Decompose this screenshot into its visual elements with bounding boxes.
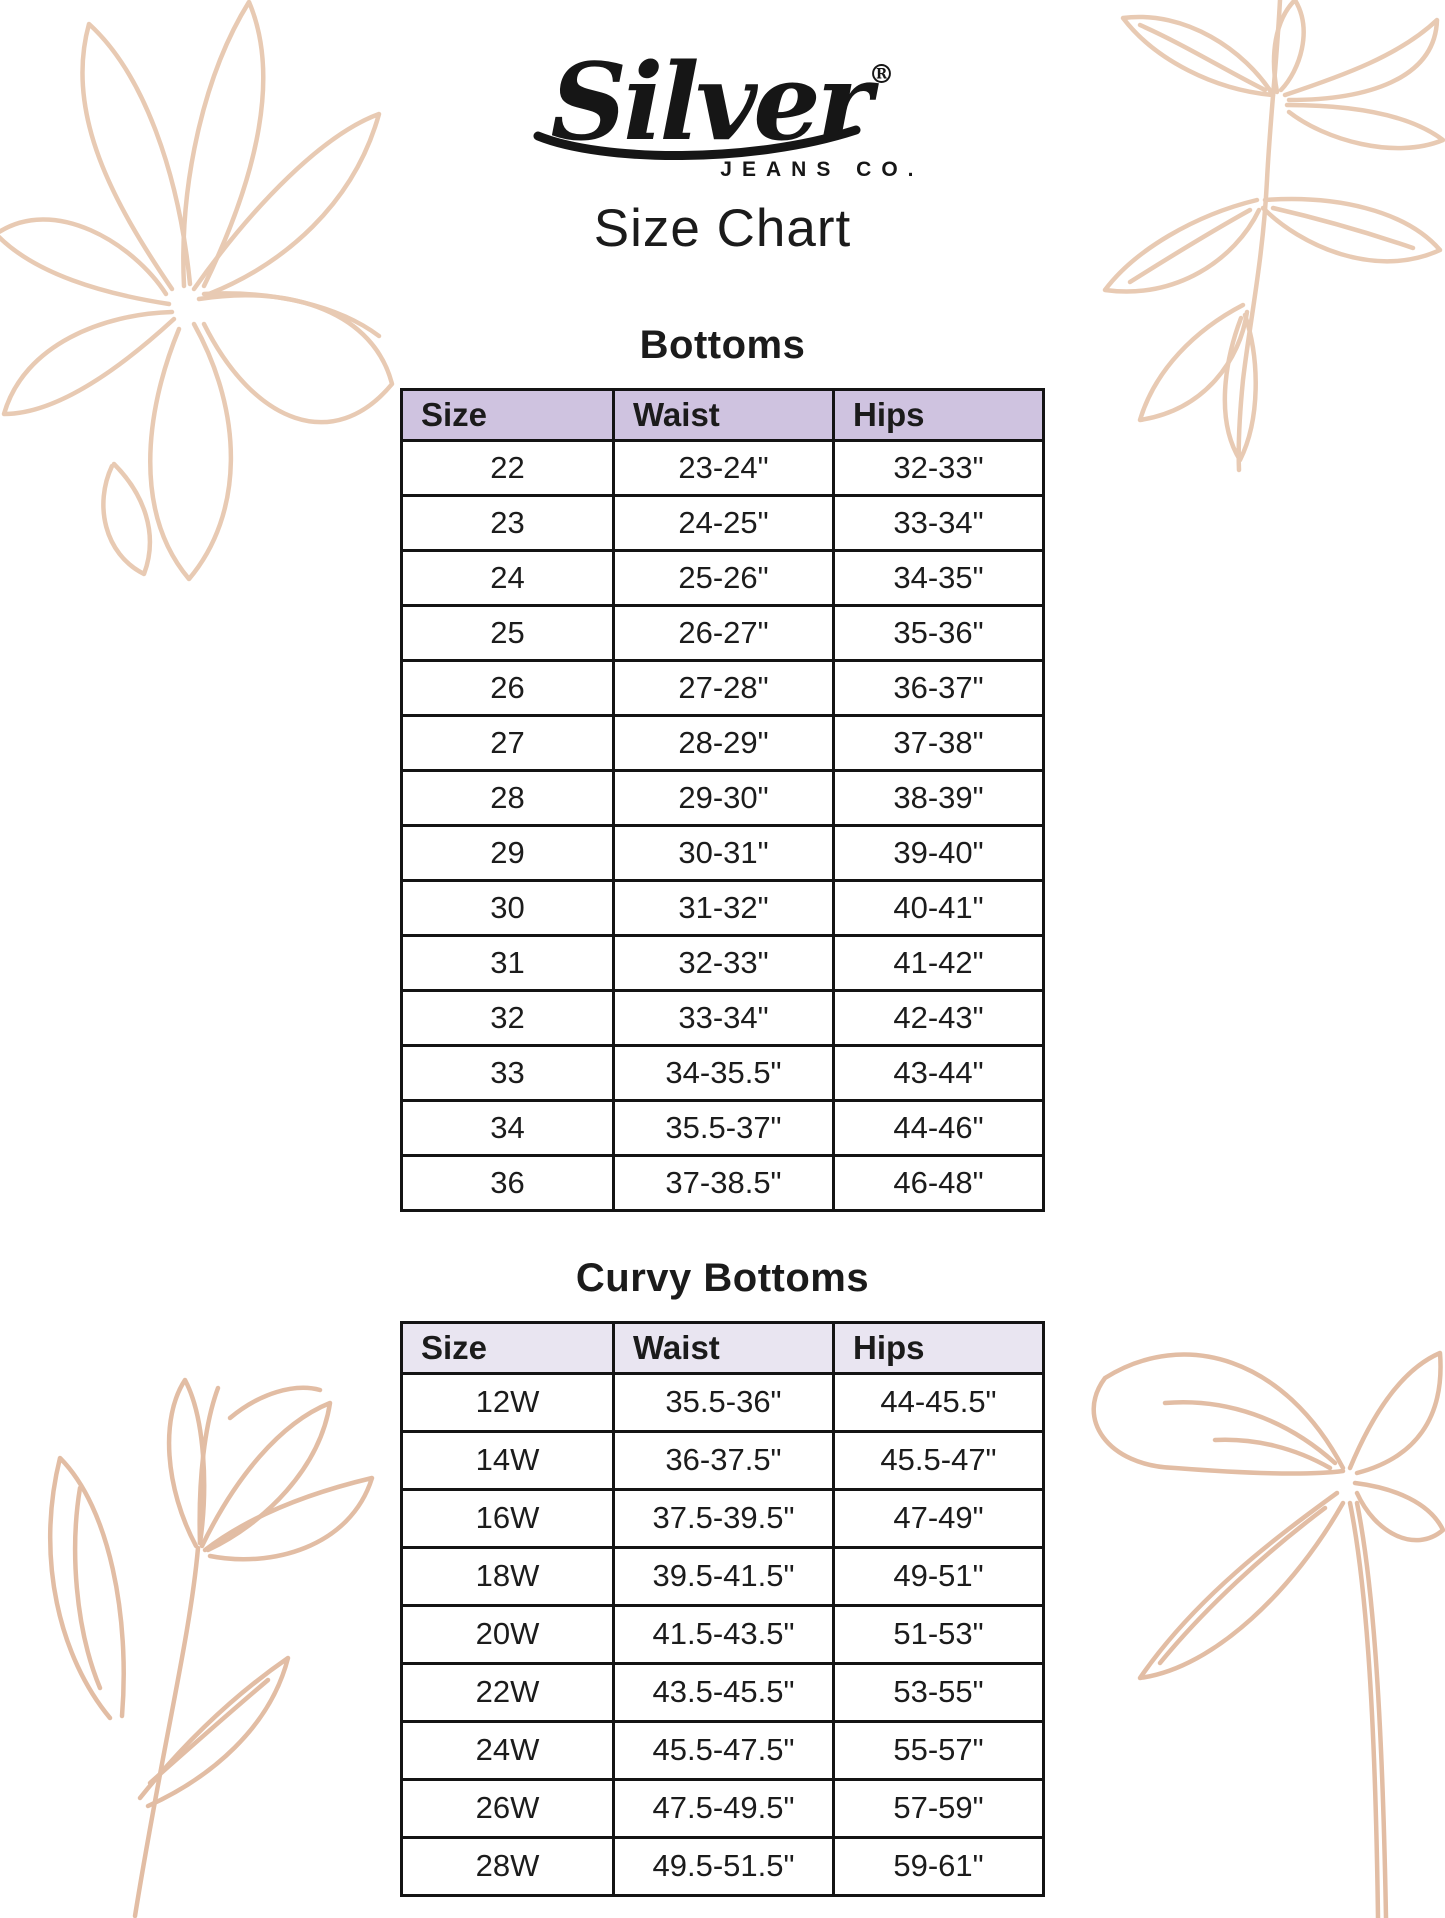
header-row — [402, 389, 1044, 440]
waist-cell: 25-26" — [614, 550, 834, 605]
waist-cell: 35.5-36" — [614, 1373, 834, 1431]
logo-subtext: JEANS CO. — [720, 157, 924, 181]
table-row — [402, 1779, 1044, 1837]
size-cell: 28W — [402, 1837, 614, 1895]
hips-cell: 55-57" — [834, 1721, 1044, 1779]
silver-jeans-logo — [508, 39, 938, 182]
table-row — [402, 1431, 1044, 1489]
column-header-hips: Hips — [834, 389, 1044, 440]
table-row — [402, 1663, 1044, 1721]
table-row — [402, 495, 1044, 550]
waist-cell: 29-30" — [614, 770, 834, 825]
hips-cell: 59-61" — [834, 1837, 1044, 1895]
size-cell: 16W — [402, 1489, 614, 1547]
table-row — [402, 935, 1044, 990]
table-row — [402, 1045, 1044, 1100]
size-cell: 20W — [402, 1605, 614, 1663]
header-row — [402, 1322, 1044, 1373]
table-row — [402, 1721, 1044, 1779]
column-header-size: Size — [402, 1322, 614, 1373]
column-header-hips: Hips — [834, 1322, 1044, 1373]
hips-cell: 38-39" — [834, 770, 1044, 825]
hips-cell: 33-34" — [834, 495, 1044, 550]
hips-cell: 36-37" — [834, 660, 1044, 715]
hips-cell: 45.5-47" — [834, 1431, 1044, 1489]
waist-cell: 47.5-49.5" — [614, 1779, 834, 1837]
size-cell: 14W — [402, 1431, 614, 1489]
hips-cell: 42-43" — [834, 990, 1044, 1045]
table-row — [402, 605, 1044, 660]
table-row — [402, 880, 1044, 935]
waist-cell: 31-32" — [614, 880, 834, 935]
waist-cell: 43.5-45.5" — [614, 1663, 834, 1721]
hips-cell: 57-59" — [834, 1779, 1044, 1837]
waist-cell: 32-33" — [614, 935, 834, 990]
size-cell: 25 — [402, 605, 614, 660]
size-cell: 24W — [402, 1721, 614, 1779]
size-cell: 28 — [402, 770, 614, 825]
table-row — [402, 550, 1044, 605]
size-cell: 34 — [402, 1100, 614, 1155]
curvy-bottoms-size-table — [400, 1321, 1045, 1897]
bottoms-heading: Bottoms — [639, 322, 806, 367]
waist-cell: 36-37.5" — [614, 1431, 834, 1489]
waist-cell: 35.5-37" — [614, 1100, 834, 1155]
waist-cell: 24-25" — [614, 495, 834, 550]
waist-cell: 45.5-47.5" — [614, 1721, 834, 1779]
hips-cell: 40-41" — [834, 880, 1044, 935]
size-cell: 31 — [402, 935, 614, 990]
column-header-waist: Waist — [614, 1322, 834, 1373]
table-row — [402, 770, 1044, 825]
bottoms-table-container — [0, 388, 1445, 1212]
curvy-bottoms-table-container — [0, 1321, 1445, 1897]
hips-cell: 46-48" — [834, 1155, 1044, 1210]
size-cell: 22 — [402, 440, 614, 495]
waist-cell: 30-31" — [614, 825, 834, 880]
table-row — [402, 715, 1044, 770]
curvy-bottoms-section — [0, 1256, 1445, 1897]
waist-cell: 28-29" — [614, 715, 834, 770]
hips-cell: 37-38" — [834, 715, 1044, 770]
bottoms-section — [0, 323, 1445, 1212]
waist-cell: 23-24" — [614, 440, 834, 495]
hips-cell: 43-44" — [834, 1045, 1044, 1100]
waist-cell: 27-28" — [614, 660, 834, 715]
table-row — [402, 440, 1044, 495]
hips-cell: 44-45.5" — [834, 1373, 1044, 1431]
size-cell: 30 — [402, 880, 614, 935]
waist-cell: 33-34" — [614, 990, 834, 1045]
size-cell: 36 — [402, 1155, 614, 1210]
hips-cell: 34-35" — [834, 550, 1044, 605]
table-row — [402, 1605, 1044, 1663]
size-cell: 26 — [402, 660, 614, 715]
hips-cell: 51-53" — [834, 1605, 1044, 1663]
page-title: Size Chart — [593, 198, 852, 258]
hips-cell: 47-49" — [834, 1489, 1044, 1547]
size-cell: 29 — [402, 825, 614, 880]
size-cell: 12W — [402, 1373, 614, 1431]
waist-cell: 41.5-43.5" — [614, 1605, 834, 1663]
size-cell: 33 — [402, 1045, 614, 1100]
logo-brand-text: Silver — [550, 39, 869, 164]
table-row — [402, 1373, 1044, 1431]
column-header-size: Size — [402, 389, 614, 440]
curvy-bottoms-heading: Curvy Bottoms — [575, 1255, 870, 1300]
size-cell: 23 — [402, 495, 614, 550]
logo-swash-underline — [532, 124, 862, 164]
waist-cell: 37.5-39.5" — [614, 1489, 834, 1547]
size-cell: 18W — [402, 1547, 614, 1605]
waist-cell: 37-38.5" — [614, 1155, 834, 1210]
hips-cell: 32-33" — [834, 440, 1044, 495]
table-row — [402, 1155, 1044, 1210]
size-cell: 24 — [402, 550, 614, 605]
hips-cell: 49-51" — [834, 1547, 1044, 1605]
waist-cell: 49.5-51.5" — [614, 1837, 834, 1895]
hips-cell: 35-36" — [834, 605, 1044, 660]
table-row — [402, 660, 1044, 715]
size-cell: 26W — [402, 1779, 614, 1837]
table-row — [402, 1837, 1044, 1895]
hips-cell: 53-55" — [834, 1663, 1044, 1721]
hips-cell: 44-46" — [834, 1100, 1044, 1155]
table-row — [402, 1489, 1044, 1547]
size-cell: 22W — [402, 1663, 614, 1721]
table-row — [402, 825, 1044, 880]
hips-cell: 41-42" — [834, 935, 1044, 990]
registered-trademark-symbol: ® — [868, 60, 895, 90]
waist-cell: 26-27" — [614, 605, 834, 660]
table-row — [402, 990, 1044, 1045]
waist-cell: 34-35.5" — [614, 1045, 834, 1100]
waist-cell: 39.5-41.5" — [614, 1547, 834, 1605]
bottoms-size-table — [400, 388, 1045, 1212]
table-row — [402, 1100, 1044, 1155]
column-header-waist: Waist — [614, 389, 834, 440]
size-cell: 32 — [402, 990, 614, 1045]
hips-cell: 39-40" — [834, 825, 1044, 880]
table-row — [402, 1547, 1044, 1605]
size-cell: 27 — [402, 715, 614, 770]
